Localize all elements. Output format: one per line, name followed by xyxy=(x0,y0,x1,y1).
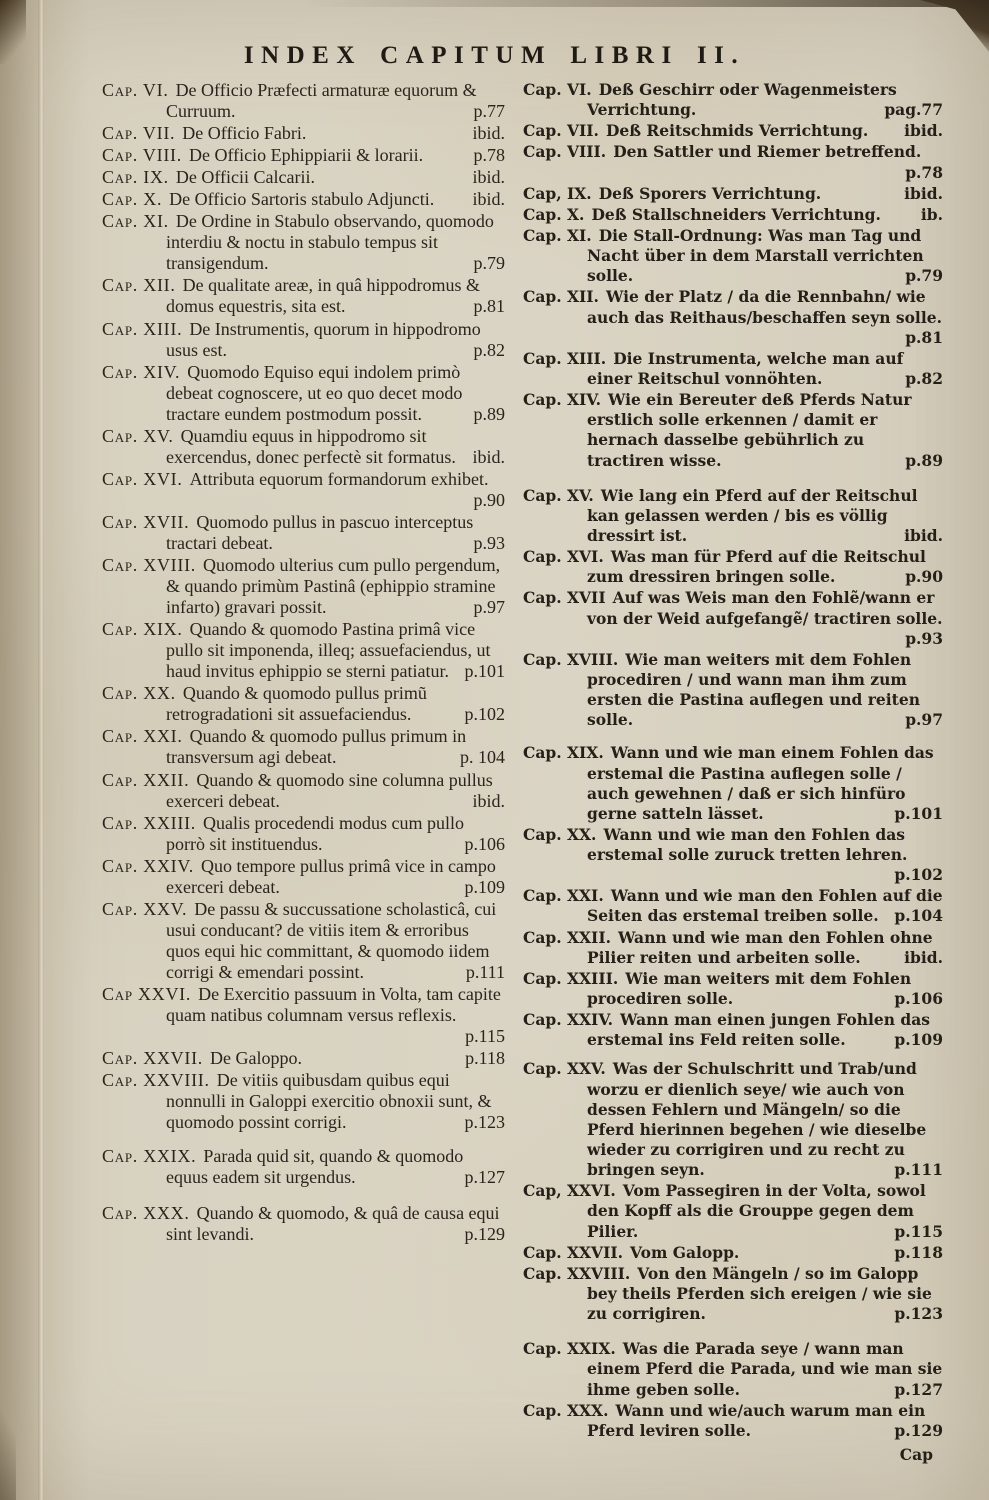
chapter-title: Wie lang ein Pferd auf der Reitschul kan gelassen werden / bis es völlig dressirt ist. xyxy=(587,485,918,545)
page-number: ibid. xyxy=(904,183,943,203)
chapter-title: Parada quid sit, quando & quomodo equus eadem sit urgendus. xyxy=(166,1146,464,1188)
chapter-title: Quando & quomodo pullus primum in transversum agi debeat. xyxy=(166,726,467,768)
index-entry xyxy=(102,123,505,144)
page-number: p.129 xyxy=(894,1420,943,1440)
chapter-title: Qualis procedendi modus cum pullo porrò sit instituendus. xyxy=(166,812,464,854)
index-entry xyxy=(523,486,943,546)
chapter-title: Wann und wie man den Fohlen ohne Pilier reiten und arbeiten solle. xyxy=(587,927,933,967)
chapter-label: Cap. XXIV. xyxy=(523,1010,614,1030)
page-number: p.111 xyxy=(465,961,505,982)
page-number: pag.77 xyxy=(884,100,943,120)
index-entry xyxy=(102,469,505,511)
index-entry xyxy=(523,1010,943,1050)
index-entry xyxy=(523,1339,943,1399)
chapter-label: Cap. XXI. xyxy=(102,726,183,747)
chapter-title: Die Instrumenta, welche man auf einer Reitschul vonnöhten. xyxy=(587,348,904,388)
page-number: p.109 xyxy=(894,1030,943,1050)
chapter-title: Wie man weiters mit dem Fohlen procediren solle. xyxy=(587,968,912,1009)
chapter-title: Wie ein Bereuter deß Pferds Natur erstlich solle erkennen / damit er hernach dasselbe gebührlich zu tractiren wisse. xyxy=(587,390,912,470)
chapter-title: Quando & quomodo Pastina primâ vice pullo sit imponenda, illeq; assuefaciendus, ut haud invitus ephippio se sterni patiatur. xyxy=(166,619,491,682)
chapter-title: Was man für Pferd auf die Reitschul zum dressiren bringen solle. xyxy=(587,547,926,587)
chapter-title: Wann und wie/auch warum man ein Pferd leviren solle. xyxy=(587,1400,926,1440)
chapter-label: Cap. XVI. xyxy=(102,468,183,489)
index-entry xyxy=(523,390,943,471)
page-number: p.93 xyxy=(473,532,505,553)
chapter-title: Attributa equorum formandorum exhibet. xyxy=(189,468,489,489)
chapter-title: Deß Geschirr oder Wagenmeisters Verrichtung. xyxy=(587,80,897,120)
dark-corner-bottom-left xyxy=(0,1410,16,1500)
index-entry xyxy=(102,167,505,188)
chapter-title: Von den Mängeln / so im Galopp bey theils Pferden sich ereigen / wie sie zu corrigiren. xyxy=(587,1263,932,1324)
page-top-edge-shadow xyxy=(300,0,989,7)
index-entry xyxy=(102,362,505,425)
page-left-edge-shadow xyxy=(0,0,38,1500)
chapter-title: Quando & quomodo, & quâ de causa equi sint levandi. xyxy=(166,1203,500,1245)
chapter-label: Cap. XII. xyxy=(523,287,599,307)
page-number: p.111 xyxy=(894,1160,943,1180)
chapter-label: Cap. XXVII. xyxy=(102,1048,204,1069)
index-entry xyxy=(523,928,943,968)
page-title: INDEX CAPITUM LIBRI II. xyxy=(243,42,746,69)
chapter-label: Cap. XV. xyxy=(523,485,594,505)
index-entry xyxy=(523,184,943,204)
chapter-label: Cap. VI. xyxy=(102,80,169,100)
chapter-title: Quomodo Equiso equi indolem primò debeat cognoscere, ut eo quo decet modo tractare eundem postmodum possit. xyxy=(166,361,463,424)
chapter-label: Cap. XIV. xyxy=(523,390,601,410)
page-number: p.127 xyxy=(894,1379,943,1399)
index-entry xyxy=(102,319,505,361)
index-entry xyxy=(102,770,505,812)
chapter-label: Cap. XIX. xyxy=(523,743,604,763)
chapter-label: Cap. XXVII. xyxy=(523,1242,623,1262)
index-entry xyxy=(102,555,505,618)
chapter-title: Was die Parada seye / wann man einem Pferd die Parada, und wie man sie ihme geben solle. xyxy=(587,1339,943,1399)
chapter-label: Cap. XXV. xyxy=(523,1059,606,1079)
chapter-label: Cap. XXVIII. xyxy=(523,1263,631,1283)
index-entry xyxy=(102,145,505,166)
page-number: p.123 xyxy=(894,1304,943,1324)
index-entry xyxy=(523,1181,943,1241)
catchword: Cap xyxy=(899,1445,933,1464)
chapter-title: De passu & succussatione scholasticâ, cui usui conducant? de vitiis item & erroribus quos equi hic committant, & quomodo iidem corrigi & emendari possint. xyxy=(166,898,497,982)
chapter-label: Cap. XIX. xyxy=(102,619,183,640)
index-entry xyxy=(523,349,943,389)
chapter-label: Cap, IX. xyxy=(523,183,592,203)
index-entry xyxy=(102,683,505,725)
index-entry xyxy=(523,969,943,1009)
chapter-label: Cap. VII. xyxy=(523,121,599,141)
page-number: p.102 xyxy=(894,865,943,885)
chapter-label: Cap. VII. xyxy=(102,123,176,144)
chapter-title: De Officii Calcarii. xyxy=(175,167,316,188)
index-entry xyxy=(102,426,505,468)
chapter-label: Cap. X. xyxy=(523,204,585,224)
chapter-title: Quamdiu equus in hippodromo sit exercendus, donec perfectè sit formatus. xyxy=(166,425,456,467)
chapter-title: Wie der Platz / da die Rennbahn/ wie auch das Reithaus/beschaffen seyn solle. xyxy=(587,287,942,327)
chapter-label: Cap. XXIX. xyxy=(102,1146,197,1167)
index-entry xyxy=(523,1059,943,1180)
chapter-title: Quo tempore pullus primâ vice in campo exerceri debeat. xyxy=(166,855,496,897)
index-entry xyxy=(523,287,943,347)
chapter-label: Cap. XIII. xyxy=(523,348,607,368)
chapter-title: De Ordine in Stabulo observando, quomodo interdiu & noctu in stabulo tempus sit transigendum. xyxy=(166,211,494,274)
page-number: p.93 xyxy=(905,628,943,648)
chapter-title: Den Sattler und Riemer betreffend. xyxy=(613,142,922,162)
chapter-label: Cap. XXIV. xyxy=(102,855,194,876)
chapter-label: Cap. XXIII. xyxy=(102,812,197,833)
chapter-title: De Officio Præfecti armaturæ equorum & Curruum. xyxy=(166,80,477,122)
page-number: p.78 xyxy=(473,145,505,166)
index-entry xyxy=(523,226,943,286)
german-column xyxy=(523,80,943,1465)
page-number: p.104 xyxy=(894,906,943,926)
page-number: ibid. xyxy=(904,121,943,141)
page-number: p.127 xyxy=(464,1167,505,1188)
chapter-label: Cap. XVI. xyxy=(523,547,604,567)
index-entry xyxy=(102,899,505,983)
index-entry xyxy=(102,856,505,898)
chapter-label: Cap. XVII. xyxy=(102,511,190,532)
index-entry xyxy=(523,743,943,824)
index-entry xyxy=(523,80,943,120)
chapter-label: Cap. XXI. xyxy=(523,886,604,906)
page-number: ibid. xyxy=(472,446,505,467)
page-number: p.97 xyxy=(905,710,943,730)
page-number: p.90 xyxy=(473,489,505,510)
chapter-label: Cap. XI. xyxy=(102,211,169,232)
chapter-label: Cap. VIII. xyxy=(102,145,182,166)
page-number: p.129 xyxy=(464,1224,505,1245)
page-number: p.101 xyxy=(464,661,505,682)
page-number: p.109 xyxy=(464,876,505,897)
page-number: ibid. xyxy=(904,525,943,545)
chapter-title: De qualitate areæ, in quâ hippodromus & domus equestris, sita est. xyxy=(166,275,481,317)
chapter-label: Cap, XXVI. xyxy=(523,1181,616,1201)
index-entry xyxy=(523,650,943,731)
chapter-title: De vitiis quibusdam quibus equi nonnulli in Galoppi exercitio obnoxii sunt, & quomodo possint corrigi. xyxy=(166,1070,492,1133)
page-number: ibid. xyxy=(472,790,505,811)
chapter-title: Was der Schulschritt und Trab/und worzu er dienlich seye/ wie auch von dessen Fehlern und Mängeln/ so die Pferd hierinnen begehen / wie dieselbe wieder zu corrigiren und zu recht zu bringen seyn. xyxy=(587,1059,927,1180)
page-number: p.77 xyxy=(473,101,505,122)
chapter-label: Cap. XXV. xyxy=(102,898,188,919)
chapter-label: Cap. XI. xyxy=(523,225,592,245)
chapter-title: De Exercitio passuum in Volta, tam capite quam natibus columnam versus reflexis. xyxy=(166,983,501,1026)
chapter-title: Deß Reitschmids Verrichtung. xyxy=(605,121,869,141)
page-number: ibid. xyxy=(472,123,505,144)
page-number: p. 104 xyxy=(460,747,505,768)
chapter-label: Cap. XX. xyxy=(102,683,176,704)
page-number: p.115 xyxy=(894,1221,943,1241)
chapter-title: Wann man einen jungen Fohlen das erstemal ins Feld reiten solle. xyxy=(587,1010,931,1050)
chapter-label: Cap. XXX. xyxy=(523,1400,609,1420)
chapter-label: Cap. XXIII. xyxy=(523,968,619,988)
page-number: p.90 xyxy=(905,567,943,587)
chapter-label: Cap XXVI. xyxy=(102,983,192,1004)
page-number: p.82 xyxy=(905,368,943,388)
latin-column xyxy=(102,80,505,1246)
index-entry xyxy=(102,619,505,682)
chapter-title: De Instrumentis, quorum in hippodromo usus est. xyxy=(166,318,481,360)
chapter-label: Cap. IX. xyxy=(102,167,169,188)
chapter-title: Quando & quomodo sine columna pullus exerceri debeat. xyxy=(166,769,493,811)
page-number: ib. xyxy=(920,204,943,224)
chapter-title: Deß Stallschneiders Verrichtung. xyxy=(591,204,881,224)
page-number: p.78 xyxy=(905,162,943,182)
chapter-label: Cap. XXII. xyxy=(523,927,611,947)
chapter-title: Deß Sporers Verrichtung. xyxy=(598,183,822,203)
chapter-title: Wie man weiters mit dem Fohlen procediren / und wann man ihm zum ersten die Pastina auflegen und reiten solle. xyxy=(587,649,920,730)
index-entry xyxy=(102,1048,505,1069)
chapter-title: Vom Passegiren in der Volta, sowol den Kopff als die Grouppe gegen dem Pilier. xyxy=(587,1181,926,1241)
chapter-title: Wann und wie man einem Fohlen das erstemal die Pastina auflegen solle / auch gewehnen / daß er sich hinfüro gerne satteln lässet. xyxy=(587,743,934,823)
page-number: p.101 xyxy=(894,803,943,823)
page-number: p.89 xyxy=(473,403,505,424)
index-entry xyxy=(523,121,943,141)
index-entry xyxy=(523,886,943,926)
index-entry xyxy=(102,211,505,274)
chapter-title: De Officio Fabri. xyxy=(182,123,307,144)
page-number: p.82 xyxy=(473,339,505,360)
index-entry xyxy=(102,1070,505,1133)
page-number: ibid. xyxy=(472,167,505,188)
page-number: p.106 xyxy=(464,833,505,854)
index-entry xyxy=(102,80,505,122)
page-number: p.102 xyxy=(464,704,505,725)
chapter-label: Cap. XII. xyxy=(102,275,176,296)
page-number: ibid. xyxy=(472,189,505,210)
chapter-title: De Officio Sartoris stabulo Adjuncti. xyxy=(169,189,435,210)
index-entry xyxy=(523,1401,943,1441)
chapter-label: Cap. XIV. xyxy=(102,361,181,382)
page-number: p.106 xyxy=(894,989,943,1009)
chapter-label: Cap. XV. xyxy=(102,425,174,446)
index-entry xyxy=(523,547,943,587)
chapter-title: Wann und wie man den Fohlen das erstemal solle zuruck tretten lehren. xyxy=(587,824,908,865)
index-entry xyxy=(523,825,943,885)
chapter-label: Cap. XXIX. xyxy=(523,1339,616,1359)
chapter-title: Vom Galopp. xyxy=(630,1242,740,1262)
index-entry xyxy=(102,984,505,1047)
page-number: p.79 xyxy=(905,266,943,286)
page-crease xyxy=(38,0,44,1500)
page-number: p.89 xyxy=(905,450,943,470)
chapter-label: Cap. XX. xyxy=(523,824,597,844)
chapter-label: Cap. XVIII. xyxy=(523,649,619,669)
index-entry xyxy=(523,205,943,225)
chapter-label: Cap. VIII. xyxy=(523,142,607,162)
chapter-label: Cap. XVIII. xyxy=(102,555,197,576)
index-entry xyxy=(523,142,943,182)
chapter-label: Cap. XXX. xyxy=(102,1203,190,1224)
index-entry xyxy=(102,1146,505,1188)
page-number: p.81 xyxy=(905,327,943,347)
chapter-label: Cap. XIII. xyxy=(102,318,183,339)
chapter-title: Quando & quomodo pullus primũ retrogradationi sit assuefaciendus. xyxy=(166,683,427,725)
page-number: p.81 xyxy=(473,296,505,317)
index-entry xyxy=(102,512,505,554)
page-number: p.118 xyxy=(465,1048,505,1069)
index-entry xyxy=(523,1264,943,1324)
page-number: p.97 xyxy=(473,597,505,618)
chapter-label: Cap. VI. xyxy=(523,80,592,99)
chapter-title: Wann und wie man den Fohlen auf die Seiten das erstemal treiben solle. xyxy=(587,886,943,926)
index-entry xyxy=(102,726,505,768)
index-entry xyxy=(523,588,943,648)
index-entry xyxy=(102,189,505,210)
chapter-title: Quomodo ulterius cum pullo pergendum, & quando primùm Pastinâ (ephippio stramine infarto) gravari possit. xyxy=(166,555,501,618)
page-number: p.115 xyxy=(465,1026,505,1047)
page-number: p.79 xyxy=(473,253,505,274)
chapter-title: De Galoppo. xyxy=(210,1048,303,1069)
chapter-title: Auf was Weis man den Fohlẽ/wann er von der Weid aufgefangẽ/ tractiren solle. xyxy=(587,588,943,628)
page-number: p.118 xyxy=(894,1242,943,1262)
chapter-title: De Officio Ephippiarii & lorarii. xyxy=(188,145,424,166)
page-number: ibid. xyxy=(904,947,943,967)
index-entry xyxy=(523,1243,943,1263)
page-number: p.123 xyxy=(464,1112,505,1133)
chapter-title: Quomodo pullus in pascuo interceptus tractari debeat. xyxy=(166,511,474,553)
index-entry xyxy=(102,813,505,855)
index-entry xyxy=(102,1203,505,1245)
chapter-label: Cap. XVII xyxy=(523,588,606,608)
chapter-label: Cap. X. xyxy=(102,189,163,210)
chapter-label: Cap. XXVIII. xyxy=(102,1070,210,1091)
index-entry xyxy=(102,275,505,317)
chapter-label: Cap. XXII. xyxy=(102,769,190,790)
chapter-title: Die Stall-Ordnung: Was man Tag und Nacht über in dem Marstall verrichten solle. xyxy=(587,225,924,286)
